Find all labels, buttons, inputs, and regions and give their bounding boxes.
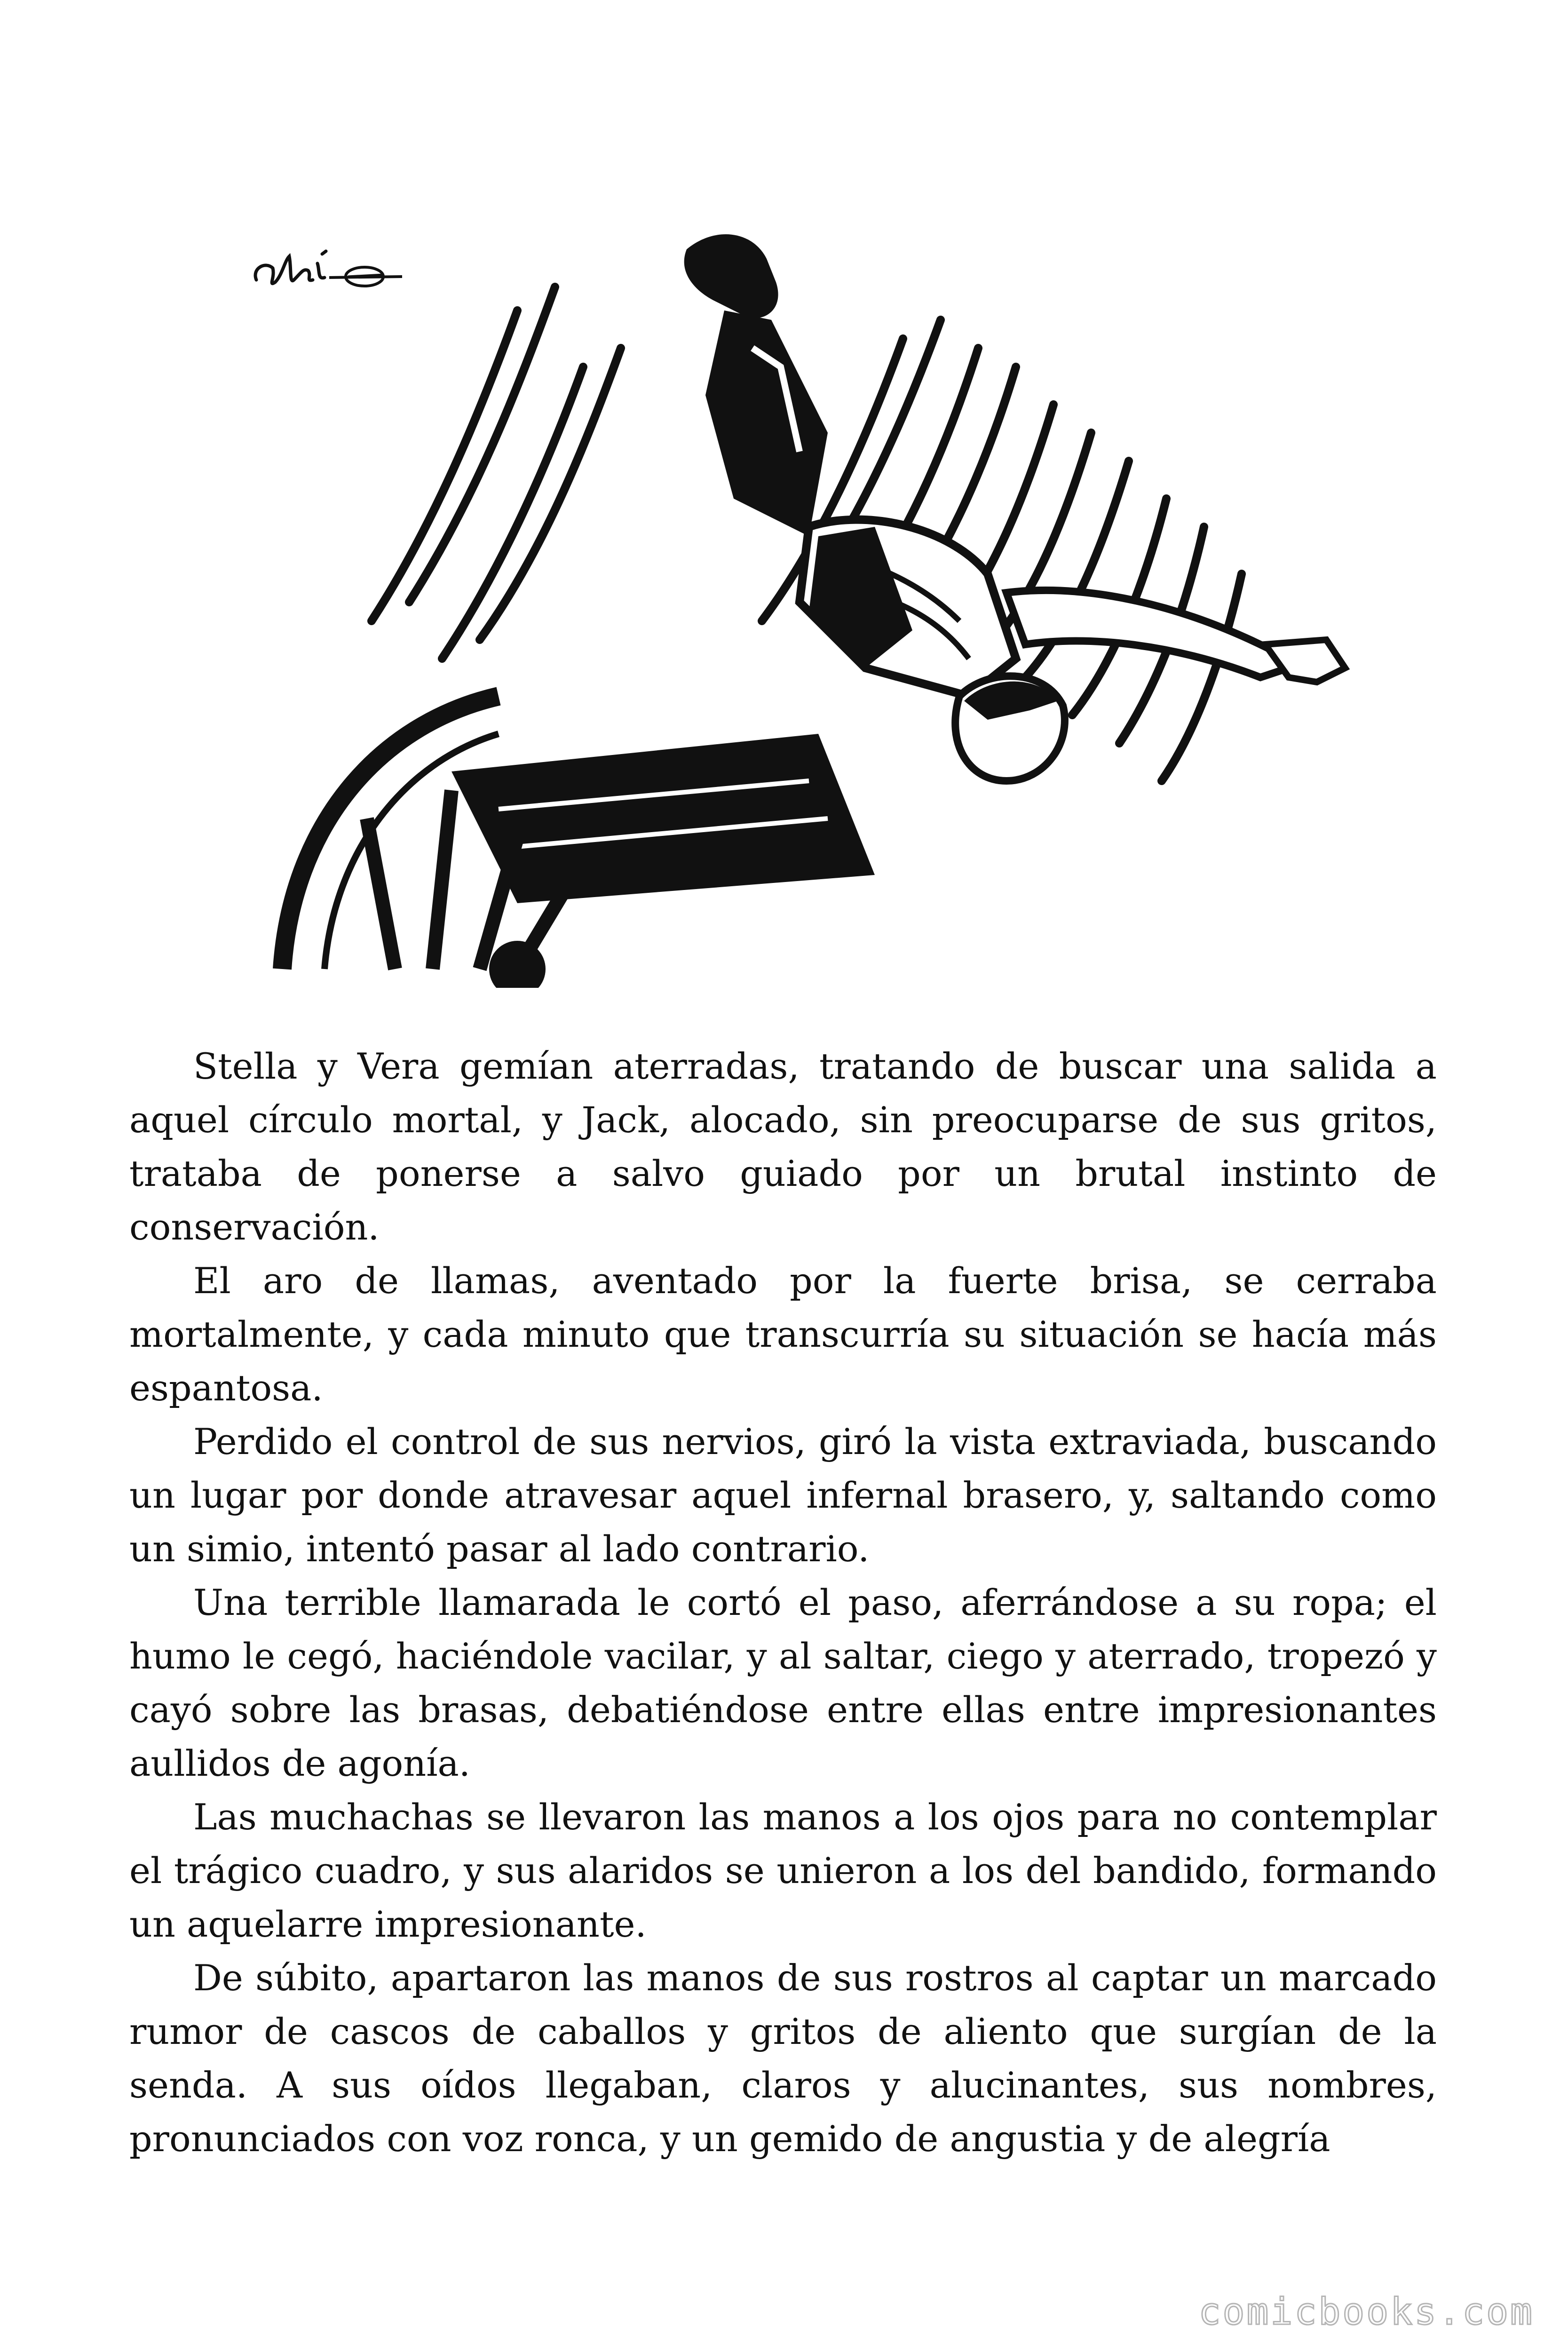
paragraph: El aro de llamas, aventado por la fuerte brisa, se cerraba mortalmente, y cada minuto que transcurría su situación se hacía más espantosa. bbox=[129, 1260, 1437, 1409]
watermark-text: comicbooks.com bbox=[1198, 2291, 1534, 2333]
story-text bbox=[129, 1040, 1437, 2166]
paragraph: De súbito, apartaron las manos de sus rostros al captar un marcado rumor de cascos de caballos y gritos de aliento que surgían de la senda. A sus oídos llegaban, claros y alucinantes, sus nombres, pronunciados con voz ronca, y un gemido de angustia y de alegría bbox=[129, 1957, 1437, 2160]
paragraph: Stella y Vera gemían aterradas, tratando de buscar una salida a aquel círculo mortal, y Jack, alocado, sin preocuparse de sus gritos, trataba de ponerse a salvo guiado por un brutal instinto de conservación. bbox=[129, 1045, 1437, 1248]
paragraph: Una terrible llamarada le cortó el paso, aferrándose a su ropa; el humo le cegó, haciéndole vacilar, y al saltar, ciego y aterrado, tropezó y cayó sobre las brasas, debatiéndose entre ellas entre impresionantes aullidos de agonía. bbox=[129, 1581, 1437, 1784]
paragraph: Perdido el control de sus nervios, giró la vista extraviada, buscando un lugar por donde atravesar aquel infernal brasero, y, saltando como un simio, intentó pasar al lado contrario. bbox=[129, 1421, 1437, 1570]
paragraph: Las muchachas se llevaron las manos a los ojos para no contemplar el trágico cuadro, y sus alaridos se unieron a los del bandido, formando un aquelarre impresionante. bbox=[129, 1796, 1437, 1945]
fallen-man-wagon-wheel-illustration bbox=[254, 169, 1354, 988]
